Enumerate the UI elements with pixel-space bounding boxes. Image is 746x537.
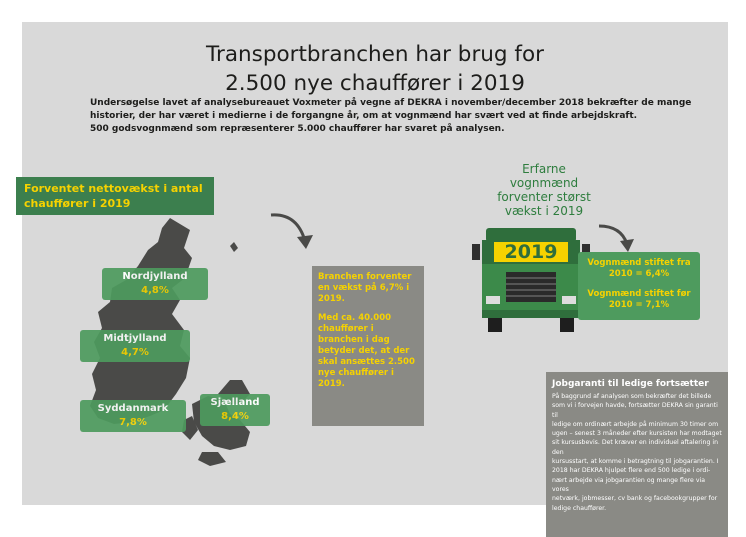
intro-line-3: 500 godsvognmænd som repræsenterer 5.000 chauffører har svaret på analysen. (90, 124, 505, 134)
region-pct: 4,7% (121, 347, 149, 358)
stat-label: Vognmænd stiftet fra (587, 258, 691, 268)
infographic-panel (22, 22, 728, 512)
job-text-line: 2018 har DEKRA hjulpet flere end 500 ledige i ordi- (552, 467, 711, 475)
curved-arrow-icon (267, 207, 317, 257)
job-guarantee-title: Jobgaranti til ledige fortsætter (552, 379, 709, 389)
info-paragraph-1: Branchen forventer en vækst på 6,7% i 2019. (318, 272, 412, 304)
truck-title (482, 162, 606, 218)
job-guarantee-text (552, 392, 722, 513)
growth-info-box (312, 266, 424, 426)
intro-text (90, 97, 710, 136)
region-syddanmark (80, 400, 186, 432)
stat-value: 2010 = 6,4% (608, 269, 670, 279)
job-text-line: ledige chauffører. (552, 504, 607, 512)
region-sjaelland (200, 394, 270, 426)
region-name: Midtjylland (103, 333, 167, 344)
stat-before-2010 (582, 289, 696, 311)
region-name: Syddanmark (97, 403, 169, 414)
job-text-line: ledige om ordinært arbejde på minimum 30 timer om (552, 420, 719, 428)
stat-from-2010 (582, 258, 696, 280)
job-text-line: nært arbejde via jobgarantien og mange flere via vores (552, 476, 705, 493)
truck-icon (472, 222, 590, 334)
region-name: Nordjylland (122, 271, 188, 282)
truck-title-line: forventer størst (497, 190, 591, 204)
region-pct: 4,8% (141, 285, 169, 296)
info-paragraph-2: Med ca. 40.000 chauffører i branchen i dag betyder det, at der skal ansættes 2.500 nye chauffører i 2019. (318, 313, 415, 389)
truck-title-line: vognmænd (509, 176, 579, 190)
regions-header-line-1: Forventet nettovækst i antal (24, 182, 203, 195)
page-title (22, 40, 728, 98)
truck-plate: 2019 (504, 241, 558, 263)
job-text-line: som vi i forvejen havde, fortsætter DEKRA sin garanti til (552, 402, 718, 419)
region-name: Sjælland (210, 397, 260, 408)
stat-label: Vognmænd stiftet før (587, 289, 691, 299)
job-guarantee-box (546, 372, 728, 537)
stats-box (578, 252, 700, 320)
regions-header-line-2: chauffører i 2019 (24, 197, 131, 210)
job-text-line: kursusstart, at komme i betragtning til jobgarantien. I (552, 458, 719, 466)
truck-title-line: Erfarne (522, 162, 566, 176)
intro-line-2: historier, der har været i medierne i de forgangne år, om at vognmænd har svært ved at finde arbejdskraft. (90, 111, 638, 121)
region-nordjylland (102, 268, 208, 300)
regions-header (16, 177, 214, 215)
job-text-line: netværk, jobmesser, cv bank og facebookgrupper for (552, 495, 718, 503)
job-text-line: På baggrund af analysen som bekræfter det billede (552, 393, 712, 400)
title-line-1: Transportbranchen har brug for (206, 42, 544, 67)
intro-line-1: Undersøgelse lavet af analysebureauet Voxmeter på vegne af DEKRA i november/december 2018 bekræfter de mange (90, 98, 692, 108)
truck-title-line: vækst i 2019 (504, 204, 584, 218)
region-pct: 8,4% (221, 411, 249, 422)
region-midtjylland (80, 330, 190, 362)
title-line-2: 2.500 nye chauffører i 2019 (225, 71, 525, 96)
job-text-line: sit kursusbevis. Det kræver en individuel aftalering in den (552, 439, 719, 456)
stat-value: 2010 = 7,1% (608, 300, 670, 310)
job-text-line: ugen – senest 3 måneder efter kursisten har modtaget (552, 430, 722, 438)
region-pct: 7,8% (119, 417, 147, 428)
